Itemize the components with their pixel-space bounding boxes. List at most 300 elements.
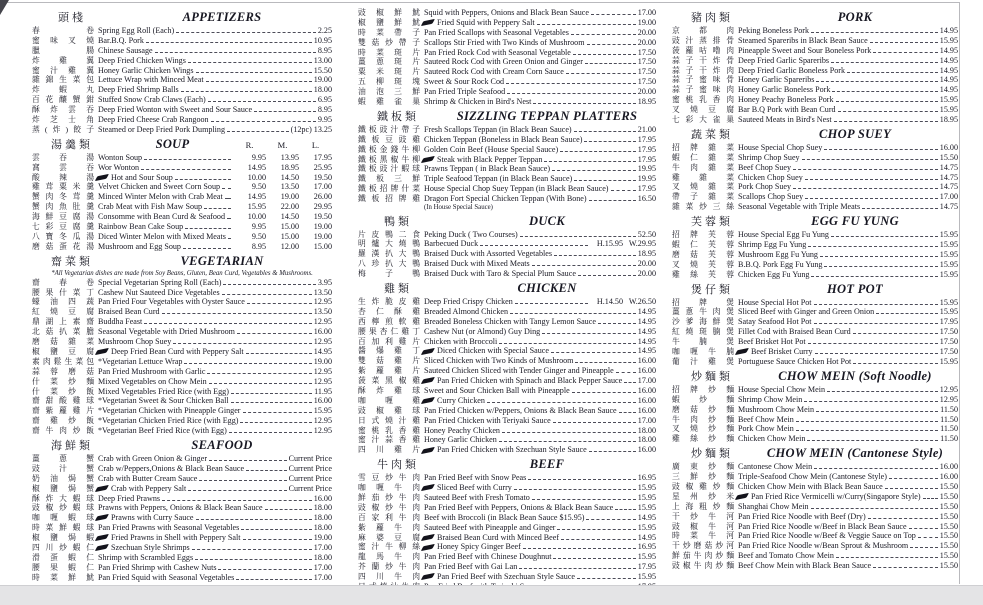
- section-title-cn: 湯羹類: [51, 138, 93, 151]
- menu-item-row: [358, 297, 656, 307]
- menu-section: [358, 280, 656, 455]
- dish-name: Fried Prawns in Shell with Peppery Salt: [111, 533, 241, 543]
- dish-price: 15.50: [939, 501, 958, 511]
- dish-price: 13.00: [313, 55, 332, 65]
- dish-name-cn: 叉燒炒麵: [672, 424, 734, 434]
- dotted-leader: [571, 33, 636, 35]
- menu-item-row: [672, 36, 958, 46]
- dish-name: Chicken Egg Fu Yung: [738, 269, 810, 279]
- dish-name-cn: 蜜汁雞翼: [32, 65, 94, 75]
- section-header: [672, 368, 958, 384]
- menu-item-row: [32, 387, 332, 397]
- menu-item-row: [32, 543, 332, 553]
- dish-price: 16.00: [637, 386, 656, 395]
- dish-name: Beef and Tomato Chow Mein: [738, 551, 834, 561]
- dish-name-cn: 雲吞湯: [32, 152, 94, 162]
- dotted-leader: [551, 351, 636, 353]
- dish-name-cn: 梅子鴨: [358, 269, 420, 279]
- menu-item-row: [32, 66, 332, 76]
- dish-name-cn: 酥炸雲吞: [32, 105, 94, 115]
- dotted-leader: [616, 371, 636, 373]
- menu-item-row: [672, 202, 958, 212]
- menu-item-row: [358, 396, 656, 406]
- dish-price: 11.50: [940, 434, 958, 444]
- dish-name-cn: 招牌煲: [672, 297, 734, 307]
- menu-item-row: [358, 426, 656, 436]
- dish-name-cn: 紫蘿牛肉: [358, 522, 420, 532]
- menu-item-row: [672, 502, 958, 512]
- dish-price: 17.95: [939, 317, 958, 327]
- dish-price: 14.75: [939, 172, 958, 182]
- menu-item-row: [672, 395, 958, 405]
- menu-item-row: [672, 85, 958, 95]
- dish-name: Pan Fried Beef with Chinese Doughnut: [424, 552, 552, 562]
- dish-name-cn: 齋甜酸雞球: [32, 396, 94, 406]
- dish-name: Pan Fried Prawns with Seasonal Vegetables: [98, 523, 240, 533]
- dish-name: Shrimp Chow Mein: [738, 394, 803, 404]
- dotted-leader: [575, 361, 635, 363]
- dish-name: Chicken Chow Mein with Black Bean Sauce: [738, 481, 883, 491]
- dish-name: Sliced Beef with Ginger and Green Onion: [738, 307, 875, 317]
- dish-price: 18.00: [313, 513, 332, 523]
- dotted-leader: [566, 72, 636, 74]
- dotted-leader: [589, 450, 636, 452]
- dish-name: Pan Fried Beef with Gai Lan: [424, 562, 518, 572]
- dish-price: 19.00: [313, 356, 332, 366]
- dish-price: 14.75: [939, 162, 958, 172]
- size-label: L.: [311, 139, 320, 150]
- dish-name: Deep Fried Wonton with Sweet and Sour Sauce: [98, 105, 253, 115]
- menu-item-row: [672, 56, 958, 66]
- dish-price: 14.75: [939, 202, 958, 212]
- menu-item-row: [32, 406, 332, 416]
- menu-item-row: [672, 531, 958, 541]
- dish-name: *Vegetarian Chicken with Pineapple Ginger: [98, 406, 241, 416]
- menu-item-row: [358, 194, 656, 204]
- dish-price: 12.95: [313, 366, 332, 376]
- dotted-leader: [192, 548, 312, 550]
- dotted-leader: [141, 168, 231, 170]
- dotted-leader: [519, 567, 636, 569]
- section-header: [672, 9, 958, 25]
- spicy-icon: [421, 347, 435, 354]
- dotted-leader: [218, 568, 311, 570]
- dotted-leader: [811, 507, 938, 509]
- dish-name: Cashew Nut (or Almond) Guy Ding: [424, 326, 541, 336]
- dish-name: Sliced Chicken with Two Kinds of Mushroom: [424, 356, 574, 366]
- menu-item-row: [32, 494, 332, 504]
- dish-name: Shrimp Egg Fu Yung: [738, 240, 807, 250]
- dotted-leader: [523, 547, 636, 549]
- dish-price: 15.50: [939, 531, 958, 541]
- menu-item-row: [32, 416, 332, 426]
- dotted-leader: [868, 517, 938, 519]
- dish-name-cn: 薑蔥牛肉煲: [672, 307, 734, 317]
- menu-item-row: [672, 512, 958, 522]
- menu-item-row: [32, 317, 332, 327]
- dotted-leader: [222, 187, 231, 189]
- dish-name-cn: 蒸(炸)餃子: [32, 124, 94, 134]
- dish-name-cn: 蟹肉冬茸羹: [32, 192, 94, 202]
- dish-name: Portuguese Sauce Chicken Hot Pot: [738, 356, 852, 366]
- dish-name: Beef Brisket Hot Pot: [738, 337, 806, 347]
- spicy-icon: [95, 174, 109, 181]
- section-title: DUCK: [529, 213, 565, 228]
- section-title: APPETIZERS: [182, 10, 262, 24]
- dotted-leader: [910, 546, 938, 548]
- menu-item-row: [672, 270, 958, 280]
- dish-name-cn: 四川炒蝦仁: [32, 542, 94, 552]
- menu-item-row: [32, 26, 332, 36]
- dish-name-cn: 七彩豆腐羹: [32, 222, 94, 232]
- dotted-leader: [574, 130, 636, 132]
- dish-name: Pan Fried Scallops with Seasonal Vegetables: [424, 27, 569, 37]
- dish-name-cn: 蝦仁雜菜: [672, 152, 734, 162]
- dotted-leader: [554, 254, 636, 256]
- dish-price: 17.00: [313, 542, 332, 552]
- dotted-leader: [615, 508, 636, 510]
- menu-item-row: [32, 347, 332, 357]
- dish-name: Chinese Sausage: [98, 45, 153, 55]
- dish-name: Pork Chow Mein: [738, 424, 794, 434]
- dish-name-cn: 磨菇炒麵: [672, 404, 734, 414]
- dish-name-cn: 紅燒斑腩煲: [672, 327, 734, 337]
- dish-name: Fillet Cod with Braised Bean Curd: [738, 327, 851, 337]
- menu-item-row: [32, 173, 332, 183]
- dish-price: 14.50: [280, 172, 299, 182]
- dish-name: Deep Fried Chicken Wings: [98, 55, 186, 65]
- menu-column-left: [32, 8, 332, 592]
- dotted-leader: [241, 528, 312, 530]
- dotted-leader: [225, 197, 231, 199]
- dish-price: 9.50: [251, 182, 266, 192]
- menu-item-row: [672, 522, 958, 532]
- dotted-leader: [537, 23, 636, 25]
- dotted-leader: [578, 274, 636, 276]
- dotted-leader: [598, 322, 636, 324]
- dish-price: 16.50: [637, 194, 656, 204]
- section-header: [358, 456, 656, 472]
- spicy-icon: [95, 485, 109, 492]
- dotted-leader: [246, 352, 312, 354]
- dotted-leader: [834, 120, 938, 122]
- dish-price: 19.50: [313, 212, 332, 222]
- menu-item-row: [358, 473, 656, 483]
- dish-price: 6.95: [317, 95, 332, 105]
- dotted-leader: [176, 31, 316, 33]
- dotted-leader: [533, 102, 635, 104]
- dish-price: 10.00: [247, 172, 266, 182]
- section-header: [32, 437, 332, 453]
- dish-name-cn: 酥炸雞球: [358, 386, 420, 395]
- dish-name: Pan Fried Chicken w/Peppers, Onions & Black Bean Sauce: [424, 405, 617, 415]
- dotted-leader: [876, 312, 938, 314]
- dish-price: 20.00: [637, 27, 656, 37]
- menu-item-row: [672, 434, 958, 444]
- menu-item-row: [32, 182, 332, 192]
- dotted-leader: [585, 62, 636, 64]
- dish-name: Mushroom and Egg Soup: [98, 241, 181, 251]
- menu-section: [672, 126, 958, 212]
- dish-name: Honey Garlic Chicken: [424, 435, 497, 445]
- menu-item-row: [358, 307, 656, 317]
- dotted-leader: [811, 275, 937, 277]
- menu-item-row: [672, 75, 958, 85]
- dish-name-cn: 咖喱雞: [358, 395, 420, 405]
- dish-name-cn: 齋紫蘿雞片: [32, 406, 94, 416]
- dotted-leader: [807, 439, 938, 441]
- dish-price: 15.95: [939, 297, 958, 307]
- dotted-leader: [195, 558, 312, 560]
- dotted-leader: [923, 497, 938, 499]
- dotted-leader: [815, 352, 938, 354]
- dish-price: 14.95: [313, 346, 332, 356]
- spicy-icon: [95, 514, 109, 521]
- dish-price: 15.95: [637, 493, 656, 503]
- dish-name-cn: 蝦仁芙蓉: [672, 240, 734, 250]
- dish-name-cn: 百加利雞片: [358, 336, 420, 346]
- dish-price: 17.00: [313, 572, 332, 582]
- dish-name-cn: 雞茸粟米羹: [32, 182, 94, 192]
- menu-item-row: [32, 327, 332, 337]
- dish-price: 19.95: [637, 164, 656, 174]
- dotted-leader: [243, 538, 312, 540]
- dotted-leader: [793, 168, 938, 170]
- dotted-leader: [188, 61, 312, 63]
- menu-item-row: [358, 503, 656, 513]
- dotted-leader: [918, 536, 938, 538]
- menu-section: [672, 445, 958, 571]
- dotted-leader: [542, 332, 636, 334]
- dotted-leader: [816, 80, 937, 82]
- dish-name-cn: 牛腩煲: [672, 337, 734, 347]
- dish-name: Honey Garlic Chicken Wings: [98, 65, 194, 75]
- menu-item-row: [672, 424, 958, 434]
- dish-name: Consomme with Bean Curd & Seafood: [98, 212, 226, 222]
- dish-name: Pan Fried Beef with Snow Peas: [424, 473, 527, 483]
- menu-item-row: [672, 192, 958, 202]
- menu-item-row: [358, 406, 656, 416]
- dish-price: 10.95: [313, 35, 332, 45]
- dotted-leader: [236, 578, 311, 580]
- menu-section: [672, 368, 958, 444]
- dish-name: Pan Fried Rice Noodle w/Beef & Veggie Sauce on Top: [738, 531, 916, 541]
- dish-name: Pan Fried Rock Cod with Seasonal Vegetable: [424, 47, 571, 57]
- dish-price: 15.50: [939, 561, 958, 571]
- dotted-leader: [175, 178, 231, 180]
- menu-section: [32, 253, 332, 436]
- dish-price: 15.00: [280, 231, 299, 241]
- menu-item-row: [358, 164, 656, 174]
- dish-price: 14.95: [637, 306, 656, 316]
- dish-price: 17.00: [637, 8, 656, 17]
- menu-item-row: [358, 174, 656, 184]
- menu-item-row: [672, 415, 958, 425]
- dish-price: 14.95: [939, 55, 958, 65]
- menu-item-row: [32, 297, 332, 307]
- dish-name: House Special Chow Mein: [738, 384, 825, 394]
- section-title-cn: 頭棧: [58, 12, 86, 24]
- dish-name-cn: 腰果蝦仁: [32, 562, 94, 572]
- dish-name-cn: 臘腸: [32, 45, 94, 55]
- menu-item-row: [672, 240, 958, 250]
- spicy-icon: [421, 534, 435, 541]
- dish-name: House Special Hot Pot: [738, 297, 812, 307]
- dish-price: 18.95: [280, 162, 299, 172]
- dotted-leader: [885, 487, 938, 489]
- menu-item-row: [358, 317, 656, 327]
- section-title: CHOP SUEY: [818, 126, 892, 141]
- dish-name-cn: 油泡三鮮: [358, 87, 420, 97]
- dish-name: Scallops Stir Fried with Two Kinds of Mushroom: [424, 37, 585, 47]
- dish-name: Beef Chow Mein with Black Bean Sauce: [738, 561, 872, 571]
- menu-section: [672, 9, 958, 125]
- dish-name: Honey Garlic Spareribs: [738, 75, 815, 85]
- dish-name-cn: 生炸脆皮雞: [358, 296, 420, 306]
- menu-item-row: [358, 483, 656, 493]
- menu-item-row: [672, 347, 958, 357]
- dish-name-cn: 北菇扒菜膽: [32, 327, 94, 337]
- menu-item-row: [358, 145, 656, 155]
- menu-item-row: [358, 435, 656, 445]
- dish-name-cn: 海鮮豆腐湯: [32, 212, 94, 222]
- menu-item-row: [672, 337, 958, 347]
- menu-item-row: [32, 563, 332, 573]
- dish-name: Seasonal Vegetable with Triple Meats: [738, 202, 861, 212]
- dish-name: Deep Fried Garlic Spareribs: [738, 55, 830, 65]
- dish-name: Beef with Broccoli (in Black Bean Sauce $15.95): [424, 512, 585, 522]
- dish-price: 15.95: [939, 35, 958, 45]
- menu-item-row: [672, 250, 958, 260]
- menu-item-row: [32, 533, 332, 543]
- menu-section: [32, 136, 332, 252]
- dish-name-cn: 腰果杏仁雞丁: [358, 326, 420, 336]
- section-header: [672, 445, 958, 461]
- dish-name: Wor Wonton: [98, 162, 140, 172]
- dish-name-cn: 豉椒牛肉炒麵: [672, 561, 734, 571]
- dish-name-cn: 窩雲吞: [32, 162, 94, 172]
- menu-item-row: [672, 26, 958, 36]
- dish-name-cn: 蜜桃乳香肉: [672, 95, 734, 105]
- dish-price: 12.95: [939, 384, 958, 394]
- dish-price: 14.95: [247, 192, 266, 202]
- menu-item-row: [358, 125, 656, 135]
- dish-price: 20.00: [637, 37, 656, 47]
- dish-name: House Special Chop Suey: [738, 142, 823, 152]
- dotted-leader: [589, 199, 636, 201]
- dish-name-cn: 齋雞炒飯: [32, 416, 94, 426]
- dish-name-cn: 牛肉雜菜: [672, 162, 734, 172]
- dotted-leader: [228, 237, 231, 239]
- section-header: [32, 136, 332, 152]
- dish-price: 15.95: [939, 269, 958, 279]
- dish-name-cn: 酸辣湯: [32, 172, 94, 182]
- dish-price: 16.00: [637, 395, 656, 405]
- dotted-leader: [587, 43, 636, 45]
- dish-name-cn: 四川牛肉: [358, 572, 420, 582]
- dish-price: Current Price: [288, 463, 332, 473]
- dish-name: Pan Fried Chicken with Spinach and Black Pepper Sauce: [437, 376, 623, 386]
- dish-price: 26.00: [313, 192, 332, 202]
- dish-price: 14.95: [637, 512, 656, 522]
- menu-item-row: [32, 153, 332, 163]
- dish-name: Prawns Teppan ( in Black Bean Sauce): [424, 164, 551, 174]
- spicy-icon: [421, 446, 435, 453]
- dish-name-cn: 豉汁蒸排骨: [672, 35, 734, 45]
- dotted-leader: [231, 392, 312, 394]
- dish-name-cn: 日式燒汁雞: [358, 415, 420, 425]
- dish-price: 11.50: [940, 424, 958, 434]
- dish-name: Pan Fried Beef with Peppers, Onions & Black Bean Sauce: [424, 502, 614, 512]
- menu-item-row: [358, 513, 656, 523]
- dish-price: 12.95: [313, 416, 332, 426]
- dish-price: 9.50: [251, 231, 266, 241]
- menu-item-row: [32, 232, 332, 242]
- dish-price: 15.95: [637, 502, 656, 512]
- dish-price: 15.95: [637, 483, 656, 493]
- dotted-leader: [816, 410, 938, 412]
- dish-name-cn: 時菜牛河: [672, 531, 734, 541]
- dish-name: Crab w/Peppers,Onions & Black Bean Sauce: [98, 463, 245, 473]
- menu-item-row: [358, 67, 656, 77]
- dish-name: Chicken Chow Mein: [738, 434, 806, 444]
- dish-price: 10.00: [247, 212, 266, 222]
- menu-item-row: [32, 75, 332, 85]
- dotted-leader: [502, 431, 636, 433]
- dish-name-cn: 叉燒雜菜: [672, 182, 734, 192]
- dotted-leader: [624, 381, 636, 383]
- menu-item-row: [672, 66, 958, 76]
- spicy-icon: [421, 573, 435, 580]
- dish-name-cn: 三鮮炒麵: [672, 472, 734, 482]
- dotted-leader: [243, 411, 312, 413]
- dish-name-cn: 蒜子蜜味肉: [672, 85, 734, 95]
- dish-name: Crab with Peppery Salt: [111, 483, 187, 493]
- dish-name-cn: 醬爆雞丁: [358, 346, 420, 356]
- dish-name-cn: 蒜子蜜味骨: [672, 75, 734, 85]
- dotted-leader: [184, 362, 311, 364]
- dish-name-cn: 蜜汁牛柳絲: [358, 542, 420, 552]
- dish-name-cn: 椒鹽豆腐: [32, 346, 94, 356]
- menu-item-row: [358, 552, 656, 562]
- dish-price: 16.00: [637, 445, 656, 455]
- menu-item-row: [32, 288, 332, 298]
- dish-price: 8.95: [317, 45, 332, 55]
- dish-price: 9.95: [317, 115, 332, 125]
- dish-price: 12.95: [313, 426, 332, 436]
- menu-item-row: [358, 87, 656, 97]
- dish-price: 14.95: [637, 346, 656, 356]
- dish-name-cn: 麻婆豆腐: [358, 532, 420, 542]
- dotted-leader: [796, 420, 938, 422]
- dish-price: 20.00: [637, 259, 656, 269]
- menu-section: [672, 213, 958, 279]
- dish-name-cn: 帶子雜菜: [672, 192, 734, 202]
- dish-name-cn: 鐵板三鮮: [358, 174, 420, 184]
- dish-name-cn: 豉汁蟹: [32, 463, 94, 473]
- dotted-leader: [611, 189, 636, 191]
- menu-item-row: [672, 182, 958, 192]
- dotted-leader: [577, 577, 636, 579]
- menu-item-row: [32, 503, 332, 513]
- dish-name: Sauteed Chicken Sliced with Tender Ginger and Pineapple: [424, 366, 614, 376]
- dish-price: 17.95: [637, 154, 656, 164]
- dish-price: 15.95: [313, 406, 332, 416]
- dish-name: Shanghai Chow Mein: [738, 501, 809, 511]
- dish-name: Sweet & Sour Rock Cod: [424, 77, 505, 87]
- dotted-leader: [247, 302, 312, 304]
- dish-price: 16.00: [637, 366, 656, 376]
